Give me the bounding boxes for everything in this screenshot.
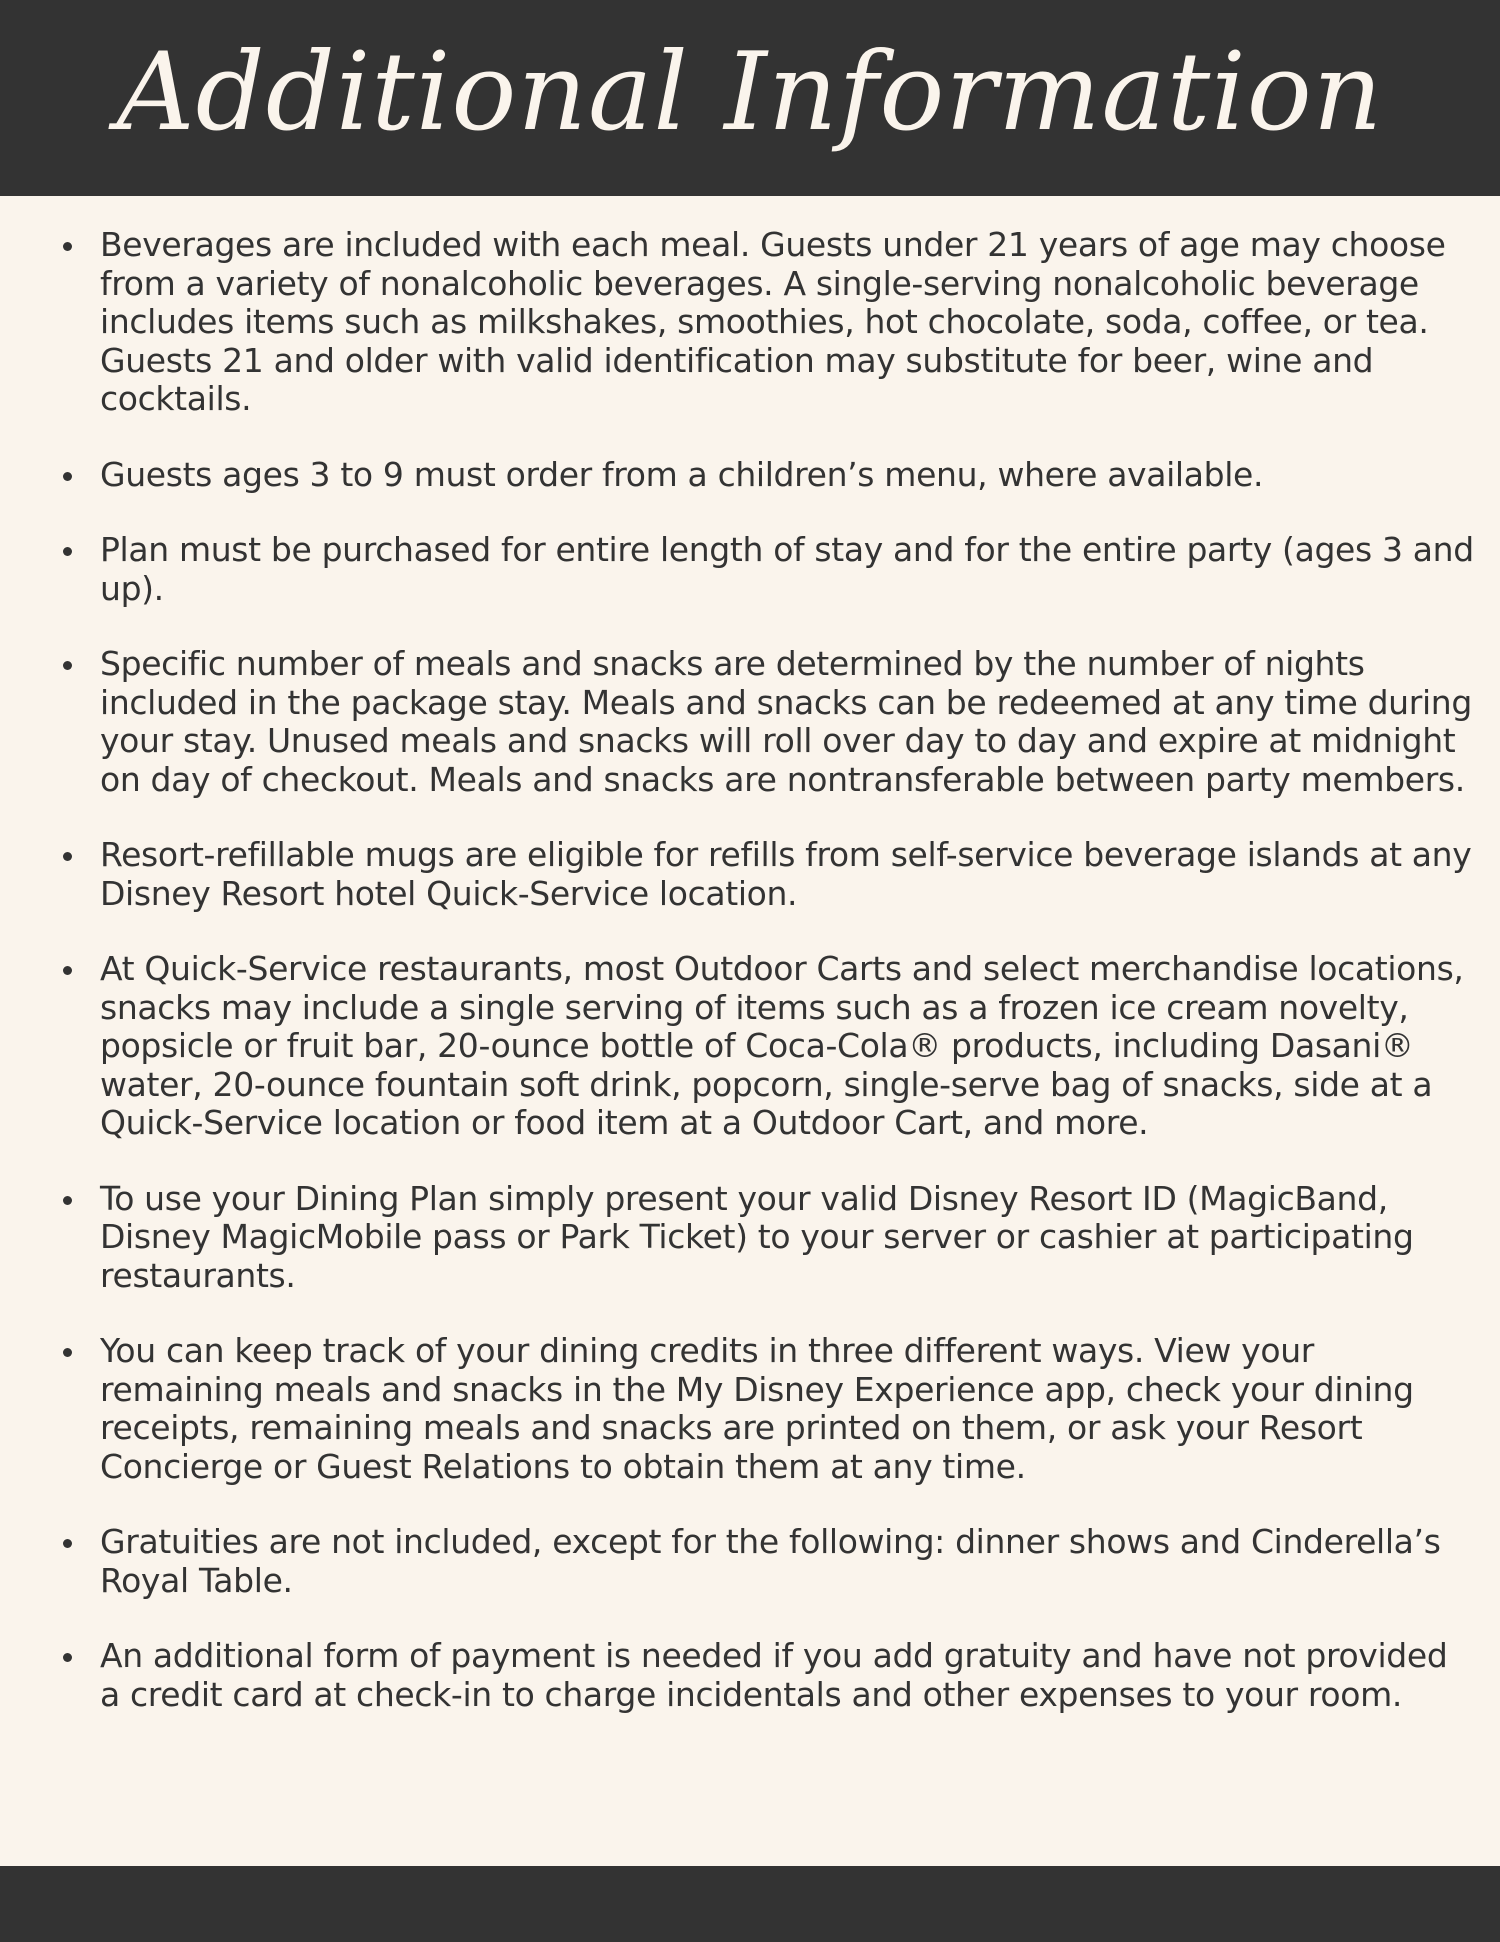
- list-item-text: Resort-refillable mugs are eligible for refills from self-service beverage islands at any Disney Resort hotel Quick-Service location.: [100, 835, 1472, 913]
- list-item-text: Guests ages 3 to 9 must order from a children’s menu, where available.: [100, 454, 1264, 494]
- list-item: [100, 1180, 1476, 1296]
- bullet-icon: [63, 966, 72, 975]
- list-item-text: You can keep track of your dining credits in three different ways. View your remaining meals and snacks in the My Disney Experience app, check your dining receipts, remaining meals and snacks are printed on them, or ask your Resort Concierge or Guest Relations to obtain them at any time.: [100, 1331, 1414, 1486]
- list-item-text: Plan must be purchased for entire length of stay and for the entire party (ages 3 and up).: [100, 530, 1474, 608]
- list-item: [100, 836, 1476, 913]
- bullet-icon: [63, 1539, 72, 1548]
- info-list: [0, 196, 1500, 1714]
- list-item-text: An additional form of payment is needed if you add gratuity and have not provided a credit card at check-in to charge incidentals and other expenses to your room.: [100, 1636, 1448, 1714]
- bullet-icon: [63, 1348, 72, 1357]
- list-item: [100, 1523, 1476, 1600]
- list-item-text: At Quick-Service restaurants, most Outdoor Carts and select merchandise locations, snacks may include a single serving of items such as a frozen ice cream novelty, popsicle or fruit bar, 20-ounce bottle of Coca-Cola® products, including Dasani® water, 20-ounce fountain soft drink, popcorn, single-serve bag of snacks, side at a Quick-Service location or food item at a Outdoor Cart, and more.: [100, 949, 1464, 1142]
- list-item-text: Specific number of meals and snacks are determined by the number of nights included in the package stay. Meals and snacks can be redeemed at any time during your stay. Unused meals and snacks will roll over day to day and expire at midnight on day of checkout. Meals and snacks are nontransferable between party members.: [100, 644, 1472, 799]
- list-item: [100, 1332, 1476, 1486]
- bullet-icon: [63, 472, 72, 481]
- footer-band: [0, 1866, 1500, 1942]
- list-item: [100, 645, 1476, 799]
- bullet-icon: [63, 1653, 72, 1662]
- header-band: [0, 0, 1500, 196]
- list-item-text: To use your Dining Plan simply present your valid Disney Resort ID (MagicBand, Disney MagicMobile pass or Park Ticket) to your server or cashier at participating restaurants.: [100, 1178, 1414, 1295]
- bullet-icon: [63, 547, 72, 556]
- bullet-icon: [63, 661, 72, 670]
- list-item: [100, 226, 1476, 419]
- bullet-icon: [63, 852, 72, 861]
- bullet-icon: [63, 1196, 72, 1205]
- list-item: [100, 456, 1476, 495]
- page-title: Additional Information: [116, 30, 1384, 155]
- list-item-text: Gratuities are not included, except for the following: dinner shows and Cinderella’s Royal Table.: [100, 1522, 1441, 1600]
- list-item-text: Beverages are included with each meal. Guests under 21 years of age may choose from a variety of nonalcoholic beverages. A single-serving nonalcoholic beverage includes items such as milkshakes, smoothies, hot chocolate, soda, coffee, or tea. Guests 21 and older with valid identification may substitute for beer, wine and cocktails.: [100, 225, 1446, 418]
- list-item: [100, 1637, 1476, 1714]
- bullet-icon: [63, 242, 72, 251]
- list-item: [100, 531, 1476, 608]
- list-item: [100, 950, 1476, 1143]
- content-area: [0, 196, 1500, 1866]
